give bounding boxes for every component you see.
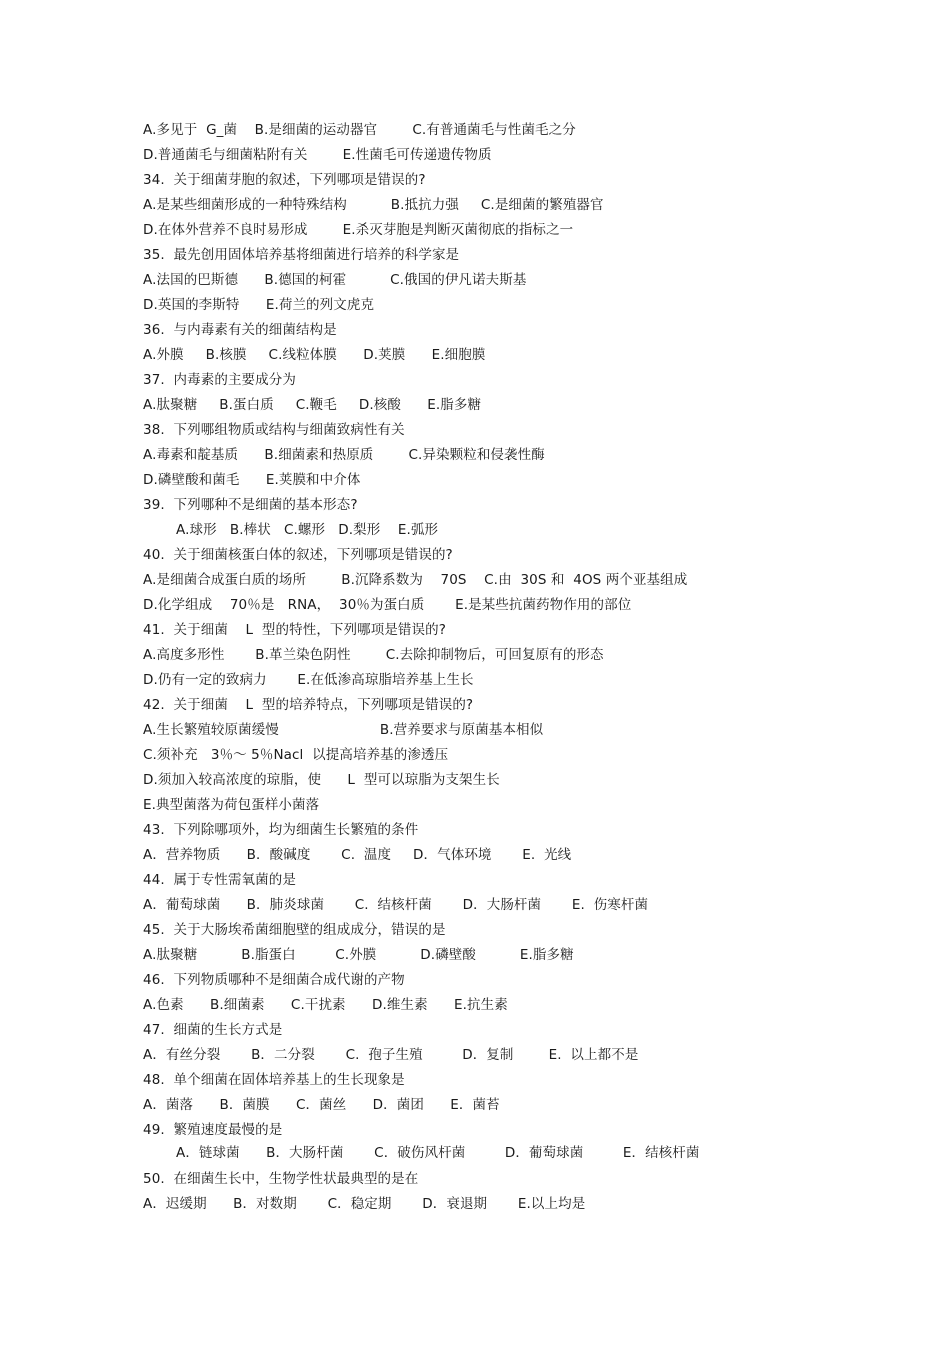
option-line: A.是细菌合成蛋白质的场所 B.沉降系数为 70S C.由 30S 和 4OS 两个亚基组成 [143, 572, 688, 588]
question-line: 37. 内毒素的主要成分为 [143, 372, 296, 388]
option-line: A．链球菌 B．大肠杆菌 C．破伤风杆菌 D．葡萄球菌 E．结核杆菌 [176, 1145, 700, 1161]
question-line: 48. 单个细菌在固体培养基上的生长现象是 [143, 1072, 405, 1088]
question-line: 49. 繁殖速度最慢的是 [143, 1122, 283, 1138]
option-line: A.肽聚糖 B.蛋白质 C.鞭毛 D.核酸 E.脂多糖 [143, 397, 482, 413]
question-line: 45. 关于大肠埃希菌细胞壁的组成成分，错误的是 [143, 922, 446, 938]
option-line: E.典型菌落为荷包蛋样小菌落 [143, 797, 320, 813]
option-line: A．迟缓期 B．对数期 C．稳定期 D．衰退期 E.以上均是 [143, 1196, 586, 1212]
question-line: 35. 最先创用固体培养基将细菌进行培养的科学家是 [143, 247, 460, 263]
text-line: A.多见于 G_菌 B.是细菌的运动器官 C.有普通菌毛与性菌毛之分 [143, 122, 576, 138]
question-line: 41. 关于细菌 L 型的特性，下列哪项是错误的? [143, 622, 446, 638]
question-line: 39. 下列哪种不是细菌的基本形态? [143, 497, 358, 513]
option-line: D.化学组成 70％是 RNA， 30％为蛋白质 E.是某些抗菌药物作用的部位 [143, 597, 632, 613]
question-line: 34. 关于细菌芽胞的叙述，下列哪项是错误的? [143, 172, 426, 188]
option-line: A．葡萄球菌 B．肺炎球菌 C. 结核杆菌 D．大肠杆菌 E. 伤寒杆菌 [143, 897, 649, 913]
question-line: 38. 下列哪组物质或结构与细菌致病性有关 [143, 422, 405, 438]
option-line: A．营养物质 B．酸碱度 C. 温度 D．气体环境 E. 光线 [143, 847, 572, 863]
question-line: 50. 在细菌生长中，生物学性状最典型的是在 [143, 1171, 419, 1187]
option-line: A.外膜 B.核膜 C.线粒体膜 D.荚膜 E.细胞膜 [143, 347, 486, 363]
option-line: A.肽聚糖 B.脂蛋白 C.外膜 D.磷壁酸 E.脂多糖 [143, 947, 574, 963]
option-line: A．有丝分裂 B．二分裂 C. 孢子生殖 D．复制 E. 以上都不是 [143, 1047, 639, 1063]
option-line: D.在体外营养不良时易形成 E.杀灭芽胞是判断灭菌彻底的指标之一 [143, 222, 574, 238]
option-line: A.法国的巴斯德 B.德国的柯霍 C.俄国的伊凡诺夫斯基 [143, 272, 527, 288]
option-line: A.球形 B.棒状 C.螺形 D.梨形 E.弧形 [176, 522, 439, 538]
question-line: 46. 下列物质哪种不是细菌合成代谢的产物 [143, 972, 405, 988]
option-line: D.仍有一定的致病力 E.在低渗高琼脂培养基上生长 [143, 672, 474, 688]
option-line: A.是某些细菌形成的一种特殊结构 B.抵抗力强 C.是细菌的繁殖器官 [143, 197, 604, 213]
option-line: D.须加入较高浓度的琼脂，使 L 型可以琼脂为支架生长 [143, 772, 500, 788]
question-line: 42. 关于细菌 L 型的培养特点，下列哪项是错误的? [143, 697, 474, 713]
option-line: A.毒素和靛基质 B.细菌素和热原质 C.异染颗粒和侵袭性酶 [143, 447, 545, 463]
question-line: 44. 属于专性需氧菌的是 [143, 872, 296, 888]
option-line: A.生长繁殖较原菌缓慢 B.营养要求与原菌基本相似 [143, 722, 544, 738]
option-line: A.高度多形性 B.革兰染色阴性 C.去除抑制物后，可回复原有的形态 [143, 647, 604, 663]
question-line: 36. 与内毒素有关的细菌结构是 [143, 322, 337, 338]
option-line: C.须补充 3％～ 5％Nacl 以提高培养基的渗透压 [143, 747, 449, 763]
option-line: D.英国的李斯特 E.荷兰的列文虎克 [143, 297, 375, 313]
question-line: 47. 细菌的生长方式是 [143, 1022, 283, 1038]
option-line: A．菌落 B．菌膜 C．菌丝 D．菌团 E．菌苔 [143, 1097, 500, 1113]
question-line: 43. 下列除哪项外，均为细菌生长繁殖的条件 [143, 822, 419, 838]
text-line: D.普通菌毛与细菌粘附有关 E.性菌毛可传递遗传物质 [143, 147, 492, 163]
question-line: 40. 关于细菌核蛋白体的叙述，下列哪项是错误的? [143, 547, 453, 563]
option-line: A.色素 B.细菌素 C.干扰素 D.维生素 E.抗生素 [143, 997, 508, 1013]
option-line: D.磷壁酸和菌毛 E.荚膜和中介体 [143, 472, 361, 488]
